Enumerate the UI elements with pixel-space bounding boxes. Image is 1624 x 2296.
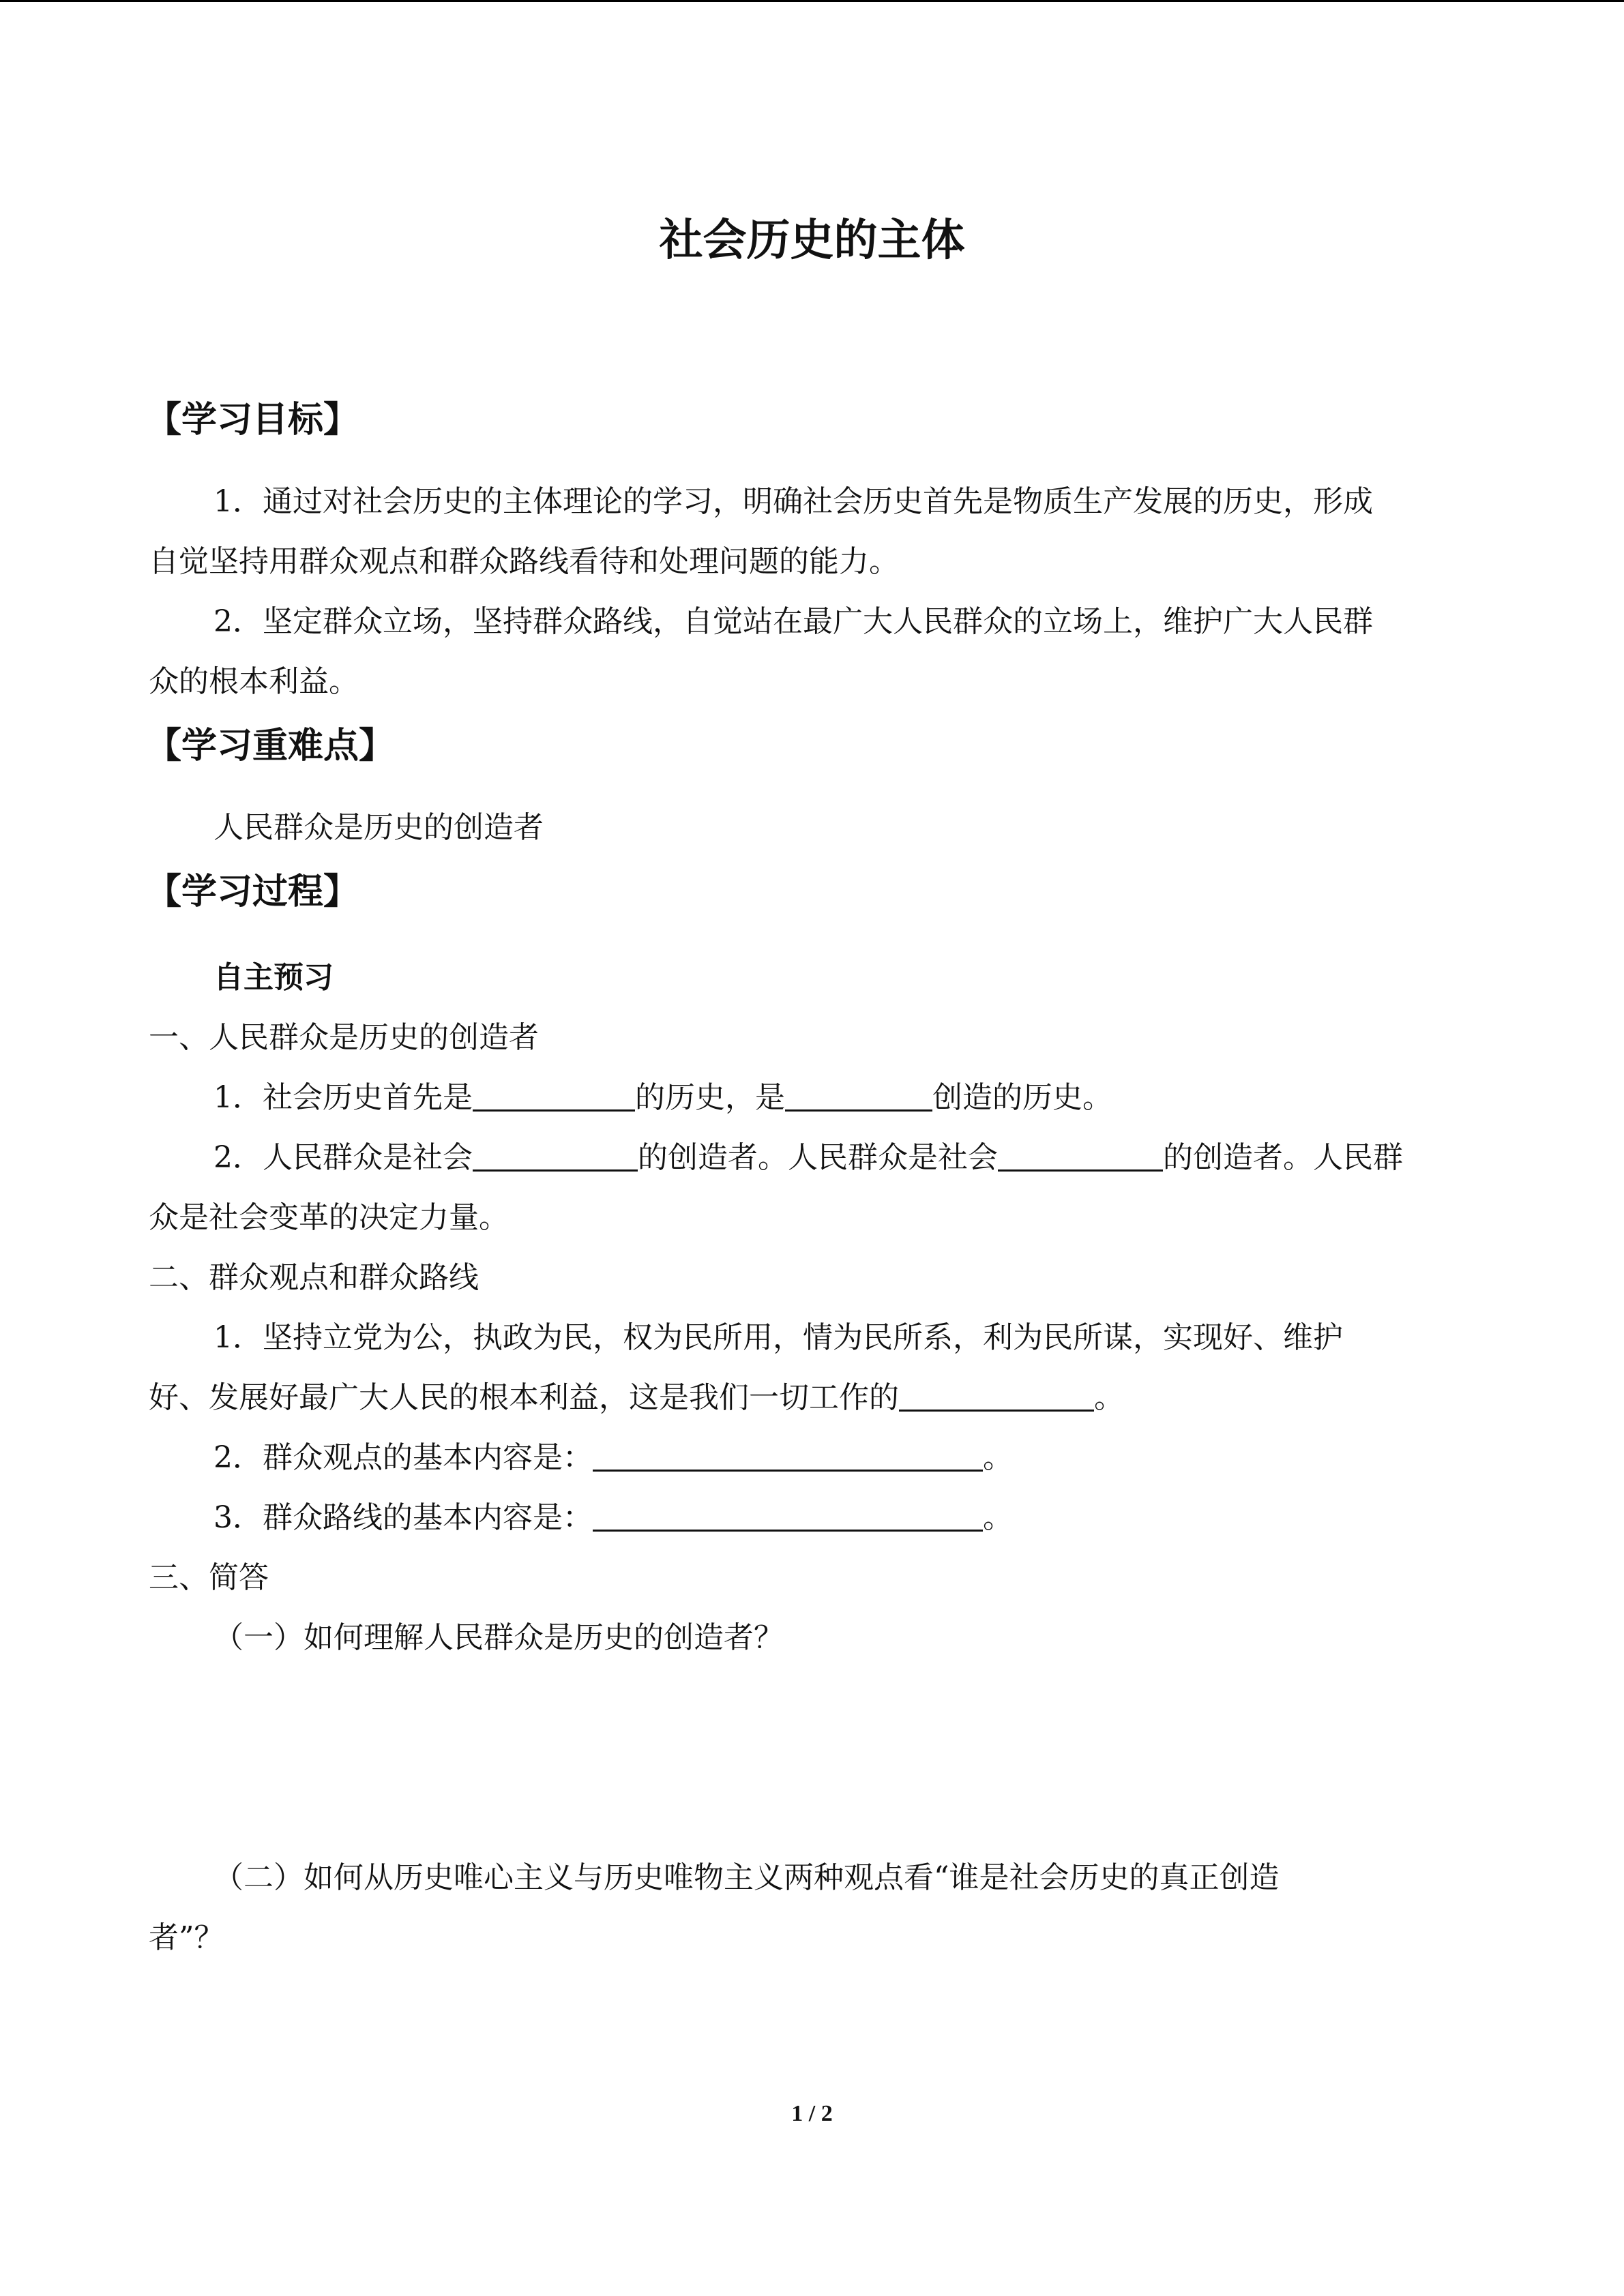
- self-study-subheading: 自主预习: [213, 960, 334, 995]
- fill-blank[interactable]: [473, 1137, 638, 1172]
- goal-2-line-2: 众的根本利益。: [149, 664, 359, 699]
- page-title: 社会历史的主体: [659, 215, 965, 266]
- part1-q2-text-b: 的创造者。人民群众是社会: [638, 1140, 998, 1175]
- page-number: 1 / 2: [791, 2101, 833, 2126]
- part1-question-2: [213, 1133, 1403, 1176]
- part1-question-2-line-2: 众是社会变革的决定力量。: [149, 1200, 509, 1235]
- part2-question-1-line-1: 1．坚持立党为公，执政为民，权为民所用，情为民所系，利为民所谋，实现好、维护: [213, 1320, 1343, 1355]
- part1-q2-text-a: 2．人民群众是社会: [213, 1140, 473, 1175]
- part3-question-2-line-1: （二）如何从历史唯心主义与历史唯物主义两种观点看“谁是社会历史的真正创造: [213, 1860, 1280, 1895]
- part3-title: 三、简答: [149, 1560, 269, 1595]
- fill-blank[interactable]: [899, 1377, 1094, 1412]
- part2-title: 二、群众观点和群众路线: [149, 1260, 479, 1295]
- goal-1-line-2: 自觉坚持用群众观点和群众路线看待和处理问题的能力。: [149, 544, 899, 579]
- part3-question-1: （一）如何理解人民群众是历史的创造者？: [213, 1620, 784, 1655]
- process-heading: 【学习过程】: [146, 871, 359, 912]
- part1-q1-text-b: 的历史，是: [635, 1080, 785, 1115]
- part2-q3-text: 3．群众路线的基本内容是：: [213, 1500, 593, 1535]
- fill-blank[interactable]: [593, 1437, 983, 1472]
- fill-blank[interactable]: [473, 1077, 635, 1112]
- part1-q2-text-c: 的创造者。人民群: [1163, 1140, 1403, 1175]
- key-points-heading: 【学习重难点】: [146, 726, 395, 766]
- part2-question-1-line-2: [149, 1373, 1124, 1416]
- part2-q1-text-a: 好、发展好最广大人民的根本利益，这是我们一切工作的: [149, 1380, 899, 1415]
- fill-blank[interactable]: [593, 1497, 983, 1532]
- part2-question-3: [213, 1493, 1013, 1536]
- goal-1-line-1: 1．通过对社会历史的主体理论的学习，明确社会历史首先是物质生产发展的历史，形成: [213, 484, 1373, 519]
- part1-question-1: [213, 1073, 1112, 1116]
- part2-q2-text: 2．群众观点的基本内容是：: [213, 1440, 593, 1475]
- part2-q3-period: 。: [983, 1500, 1013, 1535]
- key-points-text: 人民群众是历史的创造者: [213, 810, 544, 845]
- part3-question-2-line-2: 者”？: [149, 1920, 224, 1955]
- part2-q2-period: 。: [983, 1440, 1013, 1475]
- part1-q1-text-c: 创造的历史。: [932, 1080, 1112, 1115]
- goals-heading: 【学习目标】: [146, 400, 359, 441]
- fill-blank[interactable]: [785, 1077, 932, 1112]
- part2-question-2: [213, 1433, 1013, 1476]
- part2-q1-text-b: 。: [1094, 1380, 1124, 1415]
- fill-blank[interactable]: [998, 1137, 1163, 1172]
- part1-q1-text-a: 1．社会历史首先是: [213, 1080, 473, 1115]
- part1-title: 一、人民群众是历史的创造者: [149, 1020, 539, 1055]
- goal-2-line-1: 2．坚定群众立场，坚持群众路线，自觉站在最广大人民群众的立场上，维护广大人民群: [213, 604, 1373, 639]
